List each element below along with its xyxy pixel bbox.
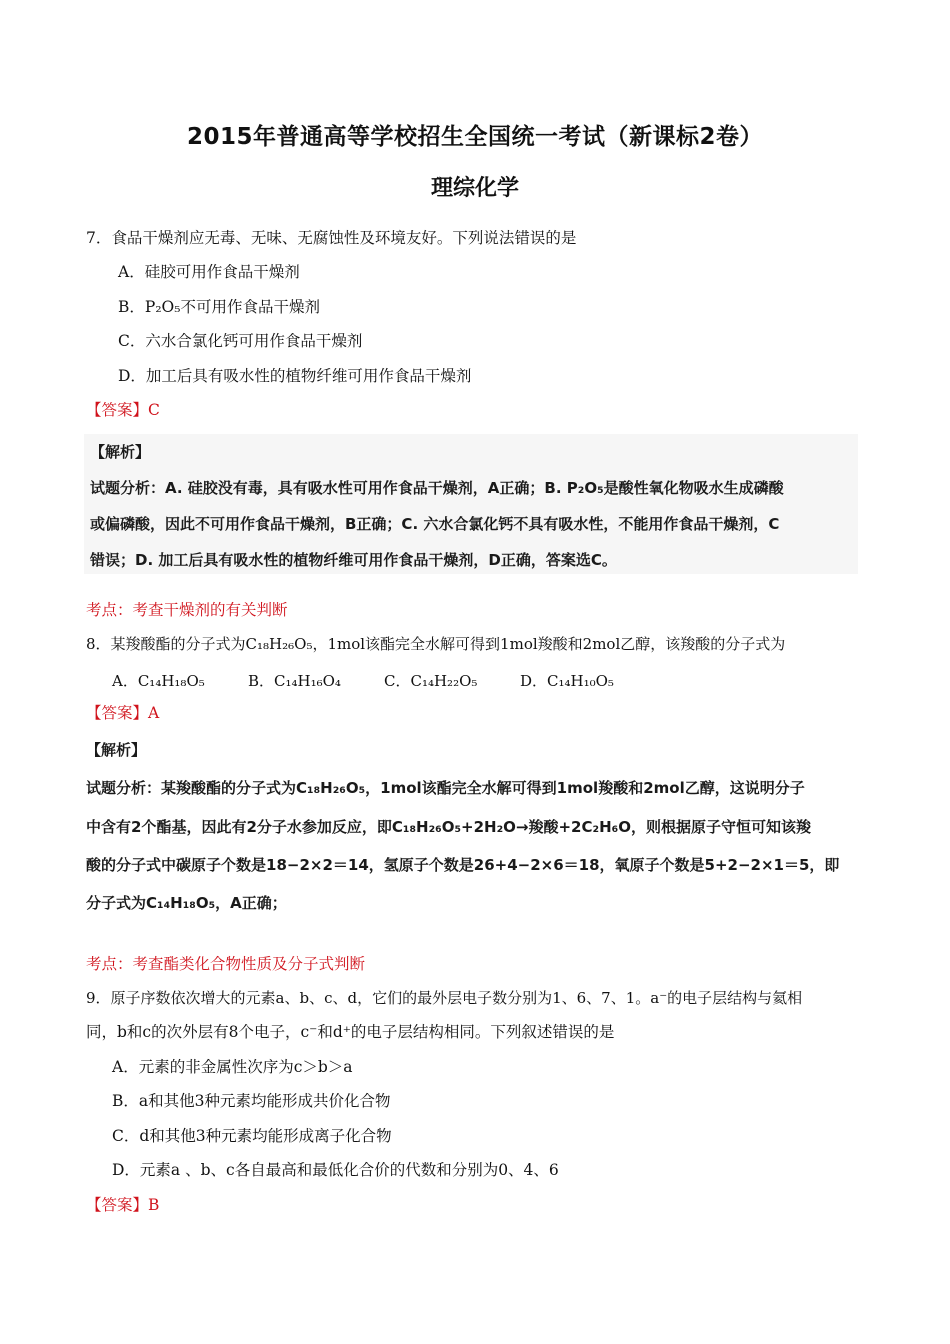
question-7-answer: 【答案】C <box>86 401 160 419</box>
question-9-stem-line-2: 同，b和c的次外层有8个电子，c⁻和d⁺的电子层结构相同。下列叙述错误的是 <box>86 1023 615 1041</box>
question-8-stem: 8．某羧酸酯的分子式为C₁₈H₂₆O₅，1mol该酯完全水解可得到1mol羧酸和2mol乙醇，该羧酸的分子式为 <box>86 635 786 653</box>
question-7-stem: 7．食品干燥剂应无毒、无味、无腐蚀性及环境友好。下列说法错误的是 <box>86 229 577 247</box>
question-9-option-a: A．元素的非金属性次序为c＞b＞a <box>112 1058 353 1076</box>
question-7-analysis-line-2: 或偏磷酸，因此不可用作食品干燥剂，B正确；C. 六水合氯化钙不具有吸水性，不能用作食品干燥剂，C <box>90 515 780 533</box>
question-9-option-d: D．元素a 、b、c各自最高和最低化合价的代数和分别为0、4、6 <box>112 1161 559 1179</box>
question-8-analysis-line-2: 中含有2个酯基，因此有2分子水参加反应，即C₁₈H₂₆O₅+2H₂O→羧酸+2C₂H₆O，则根据原子守恒可知该羧 <box>86 818 811 836</box>
question-7-kaodian: 考点：考查干燥剂的有关判断 <box>86 601 288 619</box>
question-8-option-c: C．C₁₄H₂₂O₅ <box>384 672 478 690</box>
page-subtitle: 理综化学 <box>430 176 519 201</box>
question-9-stem-line-1: 9．原子序数依次增大的元素a、b、c、d，它们的最外层电子数分别为1、6、7、1。a⁻的电子层结构与氦相 <box>86 989 803 1007</box>
question-8-option-a: A．C₁₄H₁₈O₅ <box>112 672 205 690</box>
question-7-analysis-line-1: 试题分析：A. 硅胶没有毒，具有吸水性可用作食品干燥剂，A正确；B. P₂O₅是酸性氧化物吸水生成磷酸 <box>90 479 784 497</box>
question-7-option-a: A．硅胶可用作食品干燥剂 <box>118 263 300 281</box>
question-9-option-b: B．a和其他3种元素均能形成共价化合物 <box>112 1092 391 1110</box>
question-7-analysis-line-3: 错误；D. 加工后具有吸水性的植物纤维可用作食品干燥剂，D正确，答案选C。 <box>90 551 617 569</box>
question-8-analysis-label: 【解析】 <box>86 741 147 759</box>
question-8-analysis-line-1: 试题分析：某羧酸酯的分子式为C₁₈H₂₆O₅，1mol该酯完全水解可得到1mol羧酸和2mol乙醇，这说明分子 <box>86 779 805 797</box>
question-8-analysis-line-4: 分子式为C₁₄H₁₈O₅，A正确； <box>86 894 287 912</box>
question-7-option-d: D．加工后具有吸水性的植物纤维可用作食品干燥剂 <box>118 367 472 385</box>
question-7-analysis-block <box>84 434 858 574</box>
question-9-answer: 【答案】B <box>86 1196 160 1214</box>
question-8-option-d: D．C₁₄H₁₀O₅ <box>520 672 614 690</box>
question-7-analysis-label: 【解析】 <box>90 443 151 461</box>
question-7-option-b: B．P₂O₅不可用作食品干燥剂 <box>118 298 320 316</box>
question-9-option-c: C．d和其他3种元素均能形成离子化合物 <box>112 1127 392 1145</box>
question-7-option-c: C．六水合氯化钙可用作食品干燥剂 <box>118 332 363 350</box>
question-8-kaodian: 考点：考查酯类化合物性质及分子式判断 <box>86 955 366 973</box>
question-8-option-b: B．C₁₄H₁₆O₄ <box>248 672 341 690</box>
page-title: 2015年普通高等学校招生全国统一考试（新课标2卷） <box>186 124 764 150</box>
question-8-analysis-line-3: 酸的分子式中碳原子个数是18−2×2＝14，氢原子个数是26+4−2×6＝18，氧原子个数是5+2−2×1＝5，即 <box>86 856 840 874</box>
question-8-answer: 【答案】A <box>86 704 160 722</box>
